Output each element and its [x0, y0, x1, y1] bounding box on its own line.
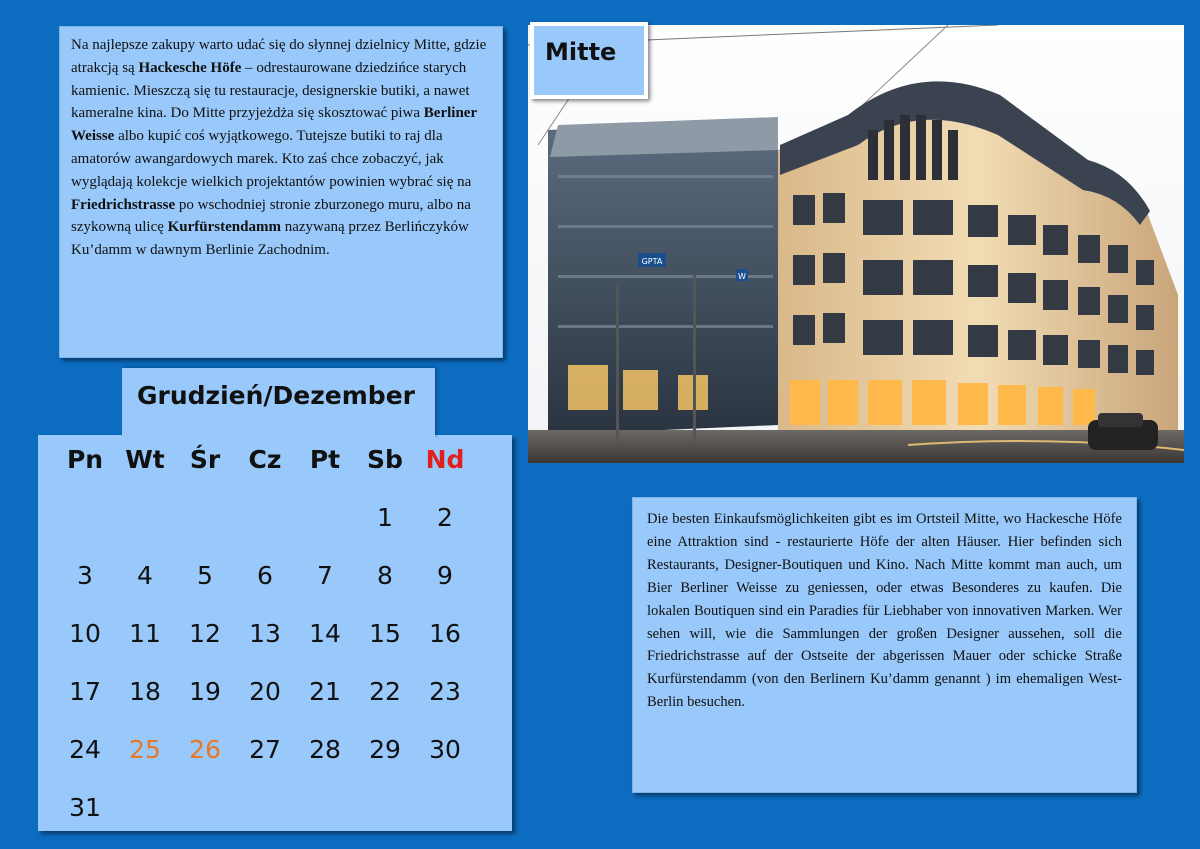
calendar-day: 7 — [317, 561, 333, 590]
text-run: po wschodniej stronie zburzonego muru, albo na szykowną ulicę — [71, 196, 471, 236]
calendar-day: 13 — [249, 619, 281, 648]
calendar-title-tab — [122, 368, 435, 438]
calendar-day: 21 — [309, 677, 341, 706]
text-run: nazywaną przez Berlińczyków Ku’damm w dawnym Berlinie Zachodnim. — [71, 219, 469, 259]
weekday-header: Nd — [425, 445, 465, 474]
german-text-panel — [632, 497, 1137, 793]
calendar-day: 26 — [189, 735, 221, 764]
calendar-title: Grudzień/Dezember — [137, 381, 415, 410]
calendar-day: 1 — [377, 503, 393, 532]
calendar-day: 27 — [249, 735, 281, 764]
mitte-title: Mitte — [545, 38, 617, 66]
calendar-day: 30 — [429, 735, 461, 764]
calendar-tab-joiner — [122, 430, 435, 442]
calendar-day: 9 — [437, 561, 453, 590]
german-description: Die besten Einkaufsmöglichkeiten gibt es im Ortsteil Mitte, wo Hackesche Höfe eine Attraktion sind - restaurierte Höfe der alten Häuser. Hier befinden sich Restaurants, Designer-Boutiquen und Kino. Nach Mitte kommt man auch, um Bier Berliner Weisse zu geniessen, oder etwas Besonderes zu kaufen. Die lokalen Boutiquen sind ein Paradies für Liebhaber von innovativen Marken. Wer sehen will, wie die Sammlungen der großen Designer aussehen, soll die Friedrichstrasse auf der Ostseite der abgerissen Mauer oder schicke Straße Kurfürstendamm (von den Berlinern Ku’damm genannt ) im ehemaligen West- Berlin besuchen. — [647, 511, 1122, 711]
weekday-header: Cz — [248, 445, 282, 474]
calendar-day: 25 — [129, 735, 161, 764]
bold-place-name: Hackesche Höfe — [138, 59, 242, 76]
calendar-day: 15 — [369, 619, 401, 648]
weekday-header: Śr — [189, 445, 221, 474]
calendar-day: 17 — [69, 677, 101, 706]
calendar-day: 22 — [369, 677, 401, 706]
photo-sign-gpta: GPTA — [641, 257, 663, 266]
calendar-day: 4 — [137, 561, 153, 590]
text-run: albo kupić coś wyjątkowego. Tutejsze butiki to raj dla amatorów awangardowych marek. Kto zaś chce zobaczyć, jak wyglądają kolekcje wielkich projektantów powinien wybrać się na — [71, 128, 472, 190]
photo-sign-w: W — [738, 272, 746, 281]
weekday-header: Pn — [66, 445, 104, 474]
calendar-day: 11 — [129, 619, 161, 648]
polish-text-panel — [59, 26, 503, 358]
weekday-header: Pt — [309, 445, 341, 474]
calendar-day: 20 — [249, 677, 281, 706]
calendar-day: 10 — [69, 619, 101, 648]
calendar-day: 2 — [437, 503, 453, 532]
polish-description — [71, 34, 491, 262]
weekday-header: Wt — [125, 445, 165, 474]
calendar-day: 29 — [369, 735, 401, 764]
calendar-day: 24 — [69, 735, 101, 764]
calendar-day: 3 — [77, 561, 93, 590]
calendar-day: 16 — [429, 619, 461, 648]
calendar-day: 5 — [197, 561, 213, 590]
calendar-day: 12 — [189, 619, 221, 648]
calendar-day: 6 — [257, 561, 273, 590]
calendar-day: 31 — [69, 793, 101, 822]
weekday-header: Sb — [367, 445, 403, 474]
calendar-day: 23 — [429, 677, 461, 706]
bold-place-name: Friedrichstrasse — [71, 196, 176, 213]
calendar-day: 14 — [309, 619, 341, 648]
text-run: Na najlepsze zakupy warto udać się do słynnej dzielnicy Mitte, gdzie atrakcją są — [71, 37, 487, 76]
text-run: – odrestaurowane dziedzińce starych kamienic. Mieszczą się tu restauracje, designerskie butiki, a nawet kameralne kina. Do Mitte przyjeżdża się skosztować piwa — [71, 59, 470, 122]
calendar-day: 8 — [377, 561, 393, 590]
bold-place-name: Berliner Weisse — [71, 105, 477, 145]
calendar-day: 19 — [189, 677, 221, 706]
mitte-label-box — [530, 22, 648, 99]
calendar-day: 28 — [309, 735, 341, 764]
bold-place-name: Kurfürstendamm — [167, 219, 281, 236]
calendar-day: 18 — [129, 677, 161, 706]
